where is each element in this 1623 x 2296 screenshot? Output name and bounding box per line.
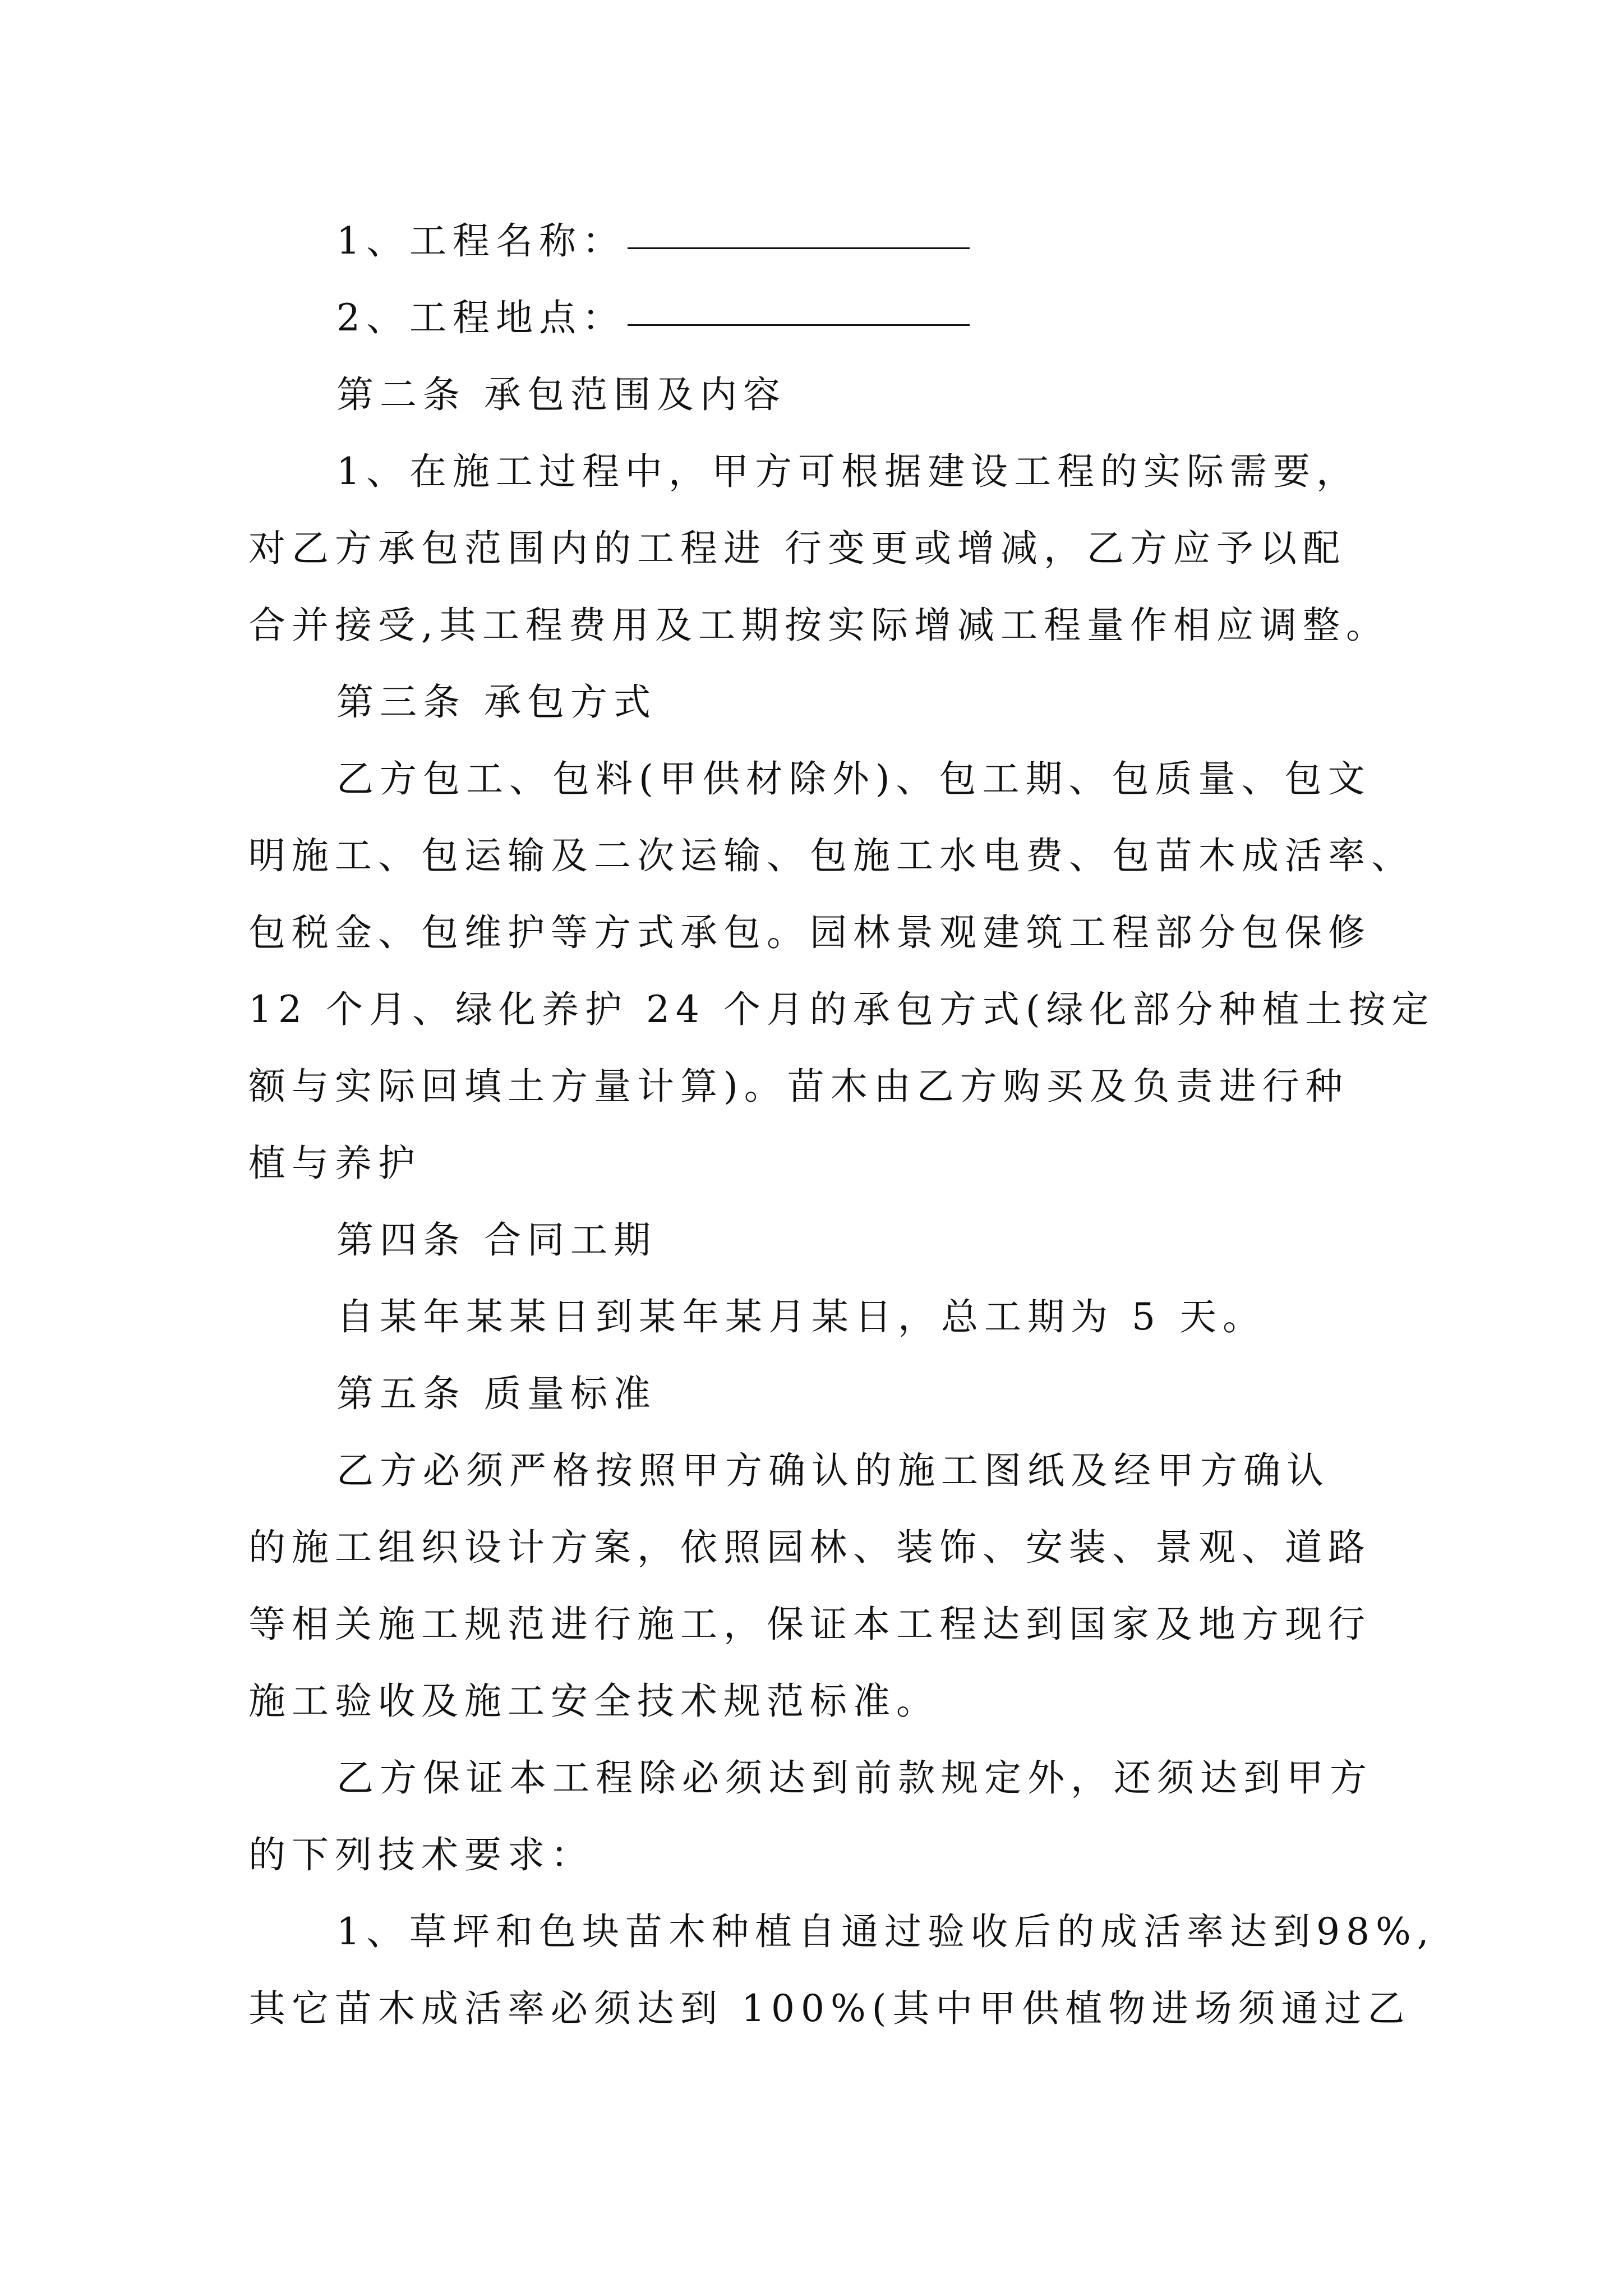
- article-3-line: 包税金、包维护等方式承包。园林景观建筑工程部分包保修: [248, 911, 1371, 954]
- project-location-label: 2、工程地点：: [336, 296, 625, 339]
- project-name-label: 1、工程名称：: [336, 219, 625, 263]
- article-4-line: 自某年某某日到某年某月某日，总工期为 5 天。: [336, 1295, 1266, 1338]
- article-3-line: 乙方包工、包料(甲供材除外)、包工期、包质量、包文: [336, 757, 1371, 800]
- article-5-line: 乙方必须严格按照甲方确认的施工图纸及经甲方确认: [336, 1449, 1330, 1492]
- article-2-line: 1、在施工过程中，甲方可根据建设工程的实际需要，: [336, 450, 1359, 493]
- article-2-line: 合并接受,其工程费用及工期按实际增减工程量作相应调整。: [248, 604, 1389, 647]
- article-3-line: 12 个月、绿化养护 24 个月的承包方式(绿化部分种植土按定: [248, 988, 1435, 1031]
- article-5-line: 的施工组织设计方案，依照园林、装饰、安装、景观、道路: [248, 1526, 1371, 1569]
- article-5-line: 等相关施工规范进行施工，保证本工程达到国家及地方现行: [248, 1603, 1371, 1646]
- article-5-line: 的下列技术要求：: [248, 1833, 594, 1876]
- article-4-heading: 第四条 合同工期: [336, 1218, 657, 1262]
- article-5-line: 其它苗木成活率必须达到 100%(其中甲供植物进场须通过乙: [248, 1987, 1411, 2030]
- article-5-line: 施工验收及施工安全技术规范标准。: [248, 1680, 939, 1723]
- article-3-line: 明施工、包运输及二次运输、包施工水电费、包苗木成活率、: [248, 834, 1414, 877]
- project-name-blank: [628, 216, 970, 249]
- article-5-heading: 第五条 质量标准: [336, 1372, 657, 1415]
- article-3-line: 植与养护: [248, 1142, 421, 1185]
- project-location-blank: [628, 293, 970, 326]
- article-3-heading: 第三条 承包方式: [336, 680, 657, 724]
- article-3-line: 额与实际回填土方量计算)。苗木由乙方购买及负责进行种: [248, 1065, 1349, 1108]
- item-project-name: [336, 216, 970, 266]
- article-2-line: 对乙方承包范围内的工程进 行变更或增减，乙方应予以配: [248, 527, 1346, 570]
- article-5-line: 1、草坪和色块苗木种植自通过验收后的成活率达到98%,: [336, 1910, 1435, 1953]
- item-project-location: [336, 293, 970, 343]
- article-2-heading: 第二条 承包范围及内容: [336, 373, 786, 416]
- article-5-line: 乙方保证本工程除必须达到前款规定外，还须达到甲方: [336, 1756, 1373, 1800]
